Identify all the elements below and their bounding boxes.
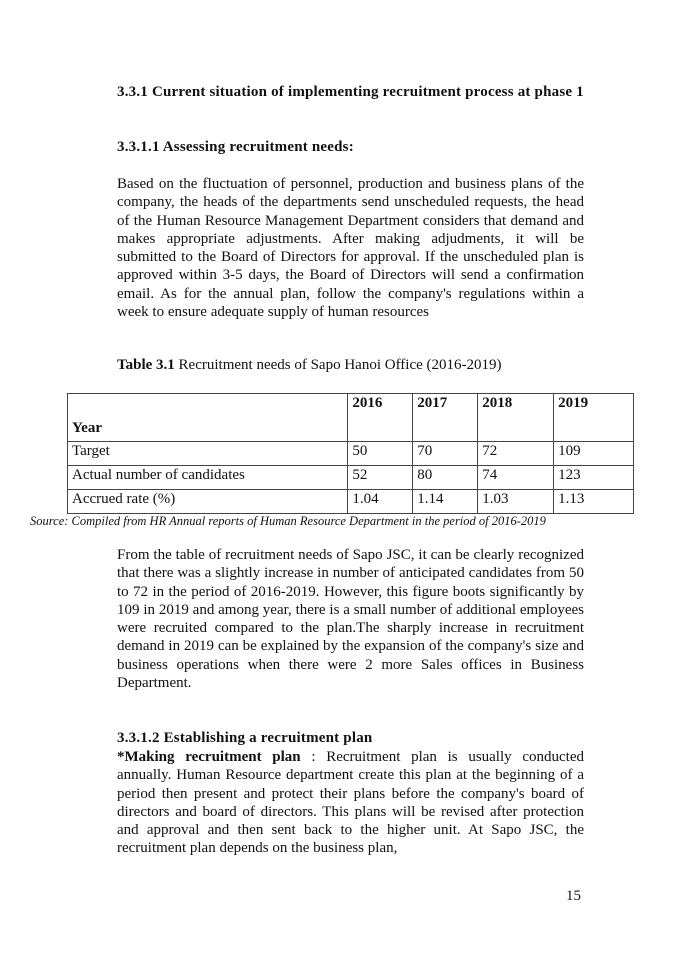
table-header-year: Year: [68, 394, 348, 442]
table-cell: 1.04: [348, 490, 413, 514]
table-caption-text: Recruitment needs of Sapo Hanoi Office (2016-2019): [174, 357, 502, 373]
table-header-cell: 2017: [413, 394, 478, 442]
table-cell: 1.13: [554, 490, 634, 514]
table-header-cell: 2019: [554, 394, 634, 442]
row-label: Target: [68, 442, 348, 466]
row-label: Actual number of candidates: [68, 466, 348, 490]
table-cell: 1.03: [478, 490, 554, 514]
table-header-cell: 2016: [348, 394, 413, 442]
section-heading-3-3-1: 3.3.1 Current situation of implementing recruitment process at phase 1: [117, 84, 584, 100]
table-caption: [117, 357, 502, 374]
table-cell: 50: [348, 442, 413, 466]
table-cell: 72: [478, 442, 554, 466]
table-cell: 109: [554, 442, 634, 466]
row-label: Accrued rate (%): [68, 490, 348, 514]
table-header-row: [68, 394, 634, 442]
paragraph-table-analysis: From the table of recruitment needs of Sapo JSC, it can be clearly recognized that there was a slightly increase in number of anticipated candidates from 50 to 72 in the period of 2016-2019. However, this figure boots significantly by 109 in 2019 and among year, there is a small number of additional employees were recruited compared to the plan.The sharply increase in recruitment demand in 2019 can be explained by the expansion of the company's size and business operations when there were 2 more Sales offices in Business Department.: [117, 547, 584, 692]
table-cell: 70: [413, 442, 478, 466]
page-number: 15: [566, 888, 581, 904]
section-heading-3-3-1-2: 3.3.1.2 Establishing a recruitment plan: [117, 730, 373, 746]
table-row: [68, 466, 634, 490]
paragraph-making-recruitment-plan: [117, 748, 584, 858]
table-cell: 74: [478, 466, 554, 490]
table-source-note: Source: Compiled from HR Annual reports of Human Resource Department in the period of 2016-2019: [30, 514, 546, 528]
paragraph-lead-term: *Making recruitment plan: [117, 749, 301, 765]
table-cell: 1.14: [413, 490, 478, 514]
recruitment-needs-table: [67, 393, 634, 514]
paragraph-body: : Recruitment plan is usually conducted annually. Human Resource department create this plan at the beginning of a period then present and protect their plans before the company's board of directors and board of directors. This plans will be revised after protection and approval and then sent back to the higher unit. At Sapo JSC, the recruitment plan depends on the business plan,: [117, 749, 584, 857]
table-caption-label: Table 3.1: [117, 357, 175, 373]
table-row: [68, 442, 634, 466]
paragraph-recruitment-needs: Based on the fluctuation of personnel, production and business plans of the company, the heads of the departments send unscheduled requests, the head of the Human Resource Management Department considers that demand and makes appropriate adjustments. After making adjudments, it will be submitted to the Board of Directors for approval. If the unscheduled plan is approved within 3-5 days, the Board of Directors will send a confirmation email. As for the annual plan, follow the company's regulations within a week to ensure adequate supply of human resources: [117, 176, 584, 321]
table-cell: 123: [554, 466, 634, 490]
table-row: [68, 490, 634, 514]
section-heading-3-3-1-1: 3.3.1.1 Assessing recruitment needs:: [117, 139, 354, 155]
table-cell: 80: [413, 466, 478, 490]
table-header-cell: 2018: [478, 394, 554, 442]
table-cell: 52: [348, 466, 413, 490]
